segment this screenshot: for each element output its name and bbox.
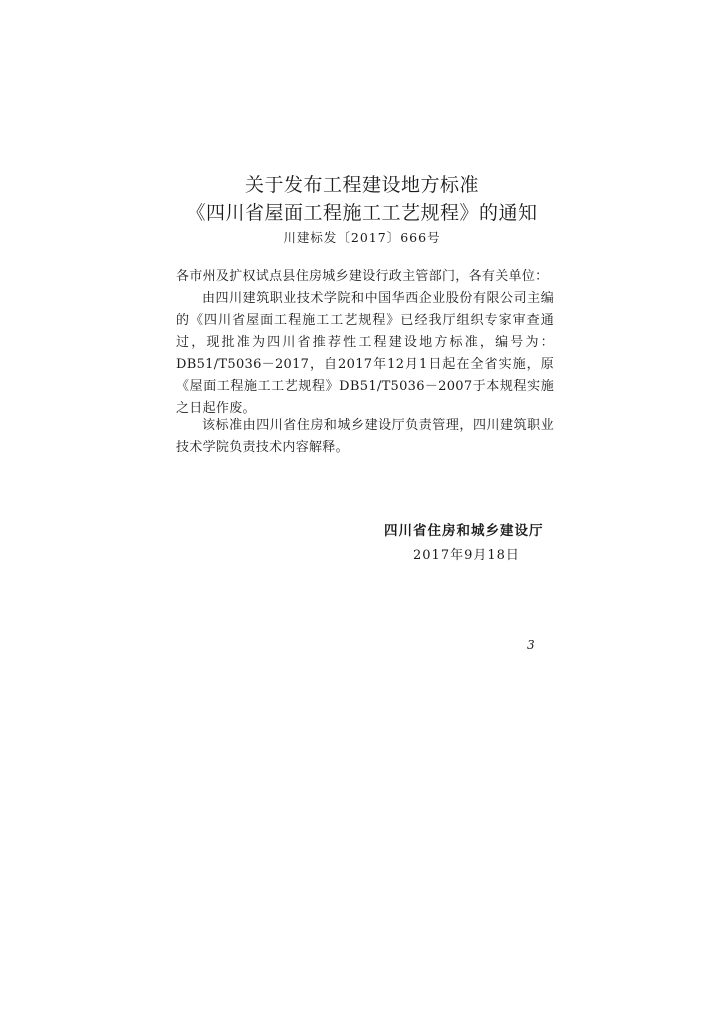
body-paragraph-1: 由四川建筑职业技术学院和中国华西企业股份有限公司主编的《四川省屋面工程施工工艺规程》已经我厅组织专家审查通过，现批准为四川省推荐性工程建设地方标准，编号为：DB51/T5036－2017，自2017年12月1日起在全省实施，原《屋面工程施工工艺规程》DB51/T5036－2007于本规程实施之日起作废。 [176,291,554,416]
salutation: 各市州及扩权试点县住房城乡建设行政主管部门，各有关单位： [176,269,549,284]
body-paragraph-2: 该标准由四川省住房和城乡建设厅负责管理，四川建筑职业技术学院负责技术内容解释。 [176,418,554,455]
document-number: 川建标发〔2017〕666号 [283,230,441,245]
issuer-signature: 四川省住房和城乡建设厅 [384,523,544,539]
page-number: 3 [527,638,535,652]
notice-title-line1: 关于发布工程建设地方标准 [244,174,479,196]
issue-date: 2017年9月18日 [413,548,520,563]
notice-title-line2: 《四川省屋面工程施工工艺规程》的通知 [186,202,538,224]
